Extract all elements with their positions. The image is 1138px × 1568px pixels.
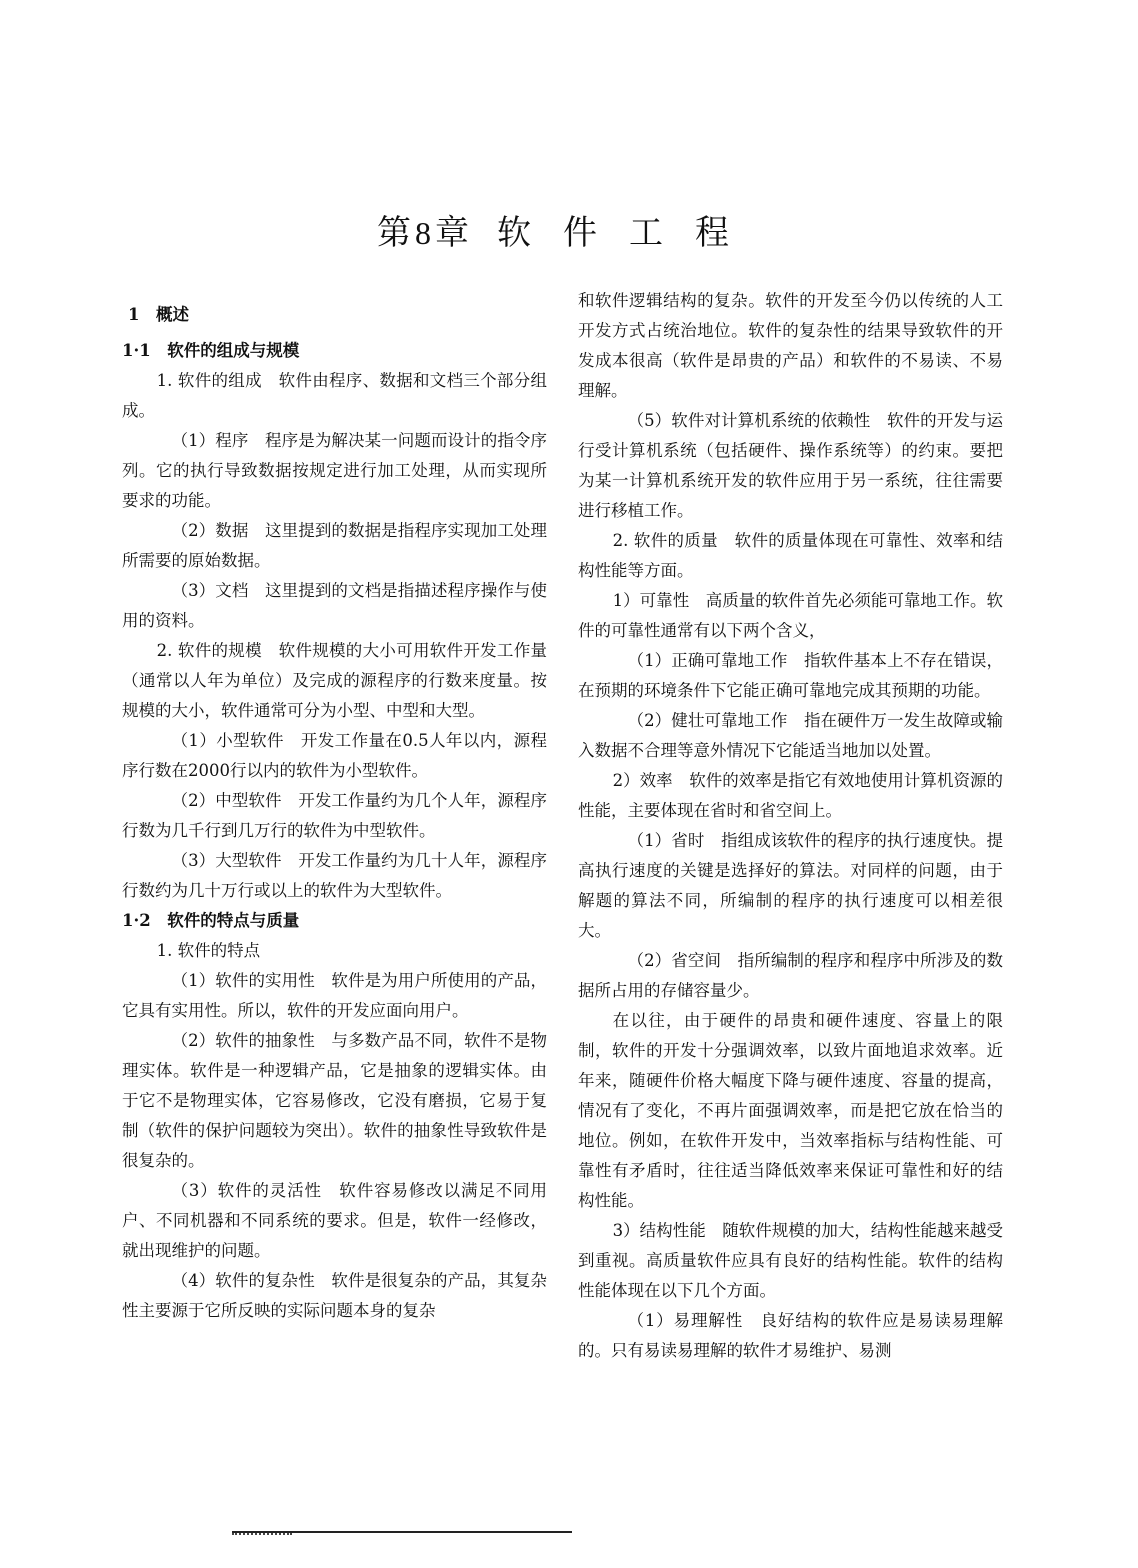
paragraph: 2. 软件的规模 软件规模的大小可用软件开发工作量（通常以人年为单位）及完成的源程序的行数来度量。按规模的大小，软件通常可分为小型、中型和大型。 [122,641,547,720]
paragraph: （1）小型软件 开发工作量在0.5人年以内，源程序行数在2000行以内的软件为小型软件。 [122,731,547,780]
paragraph: 2）效率 软件的效率是指它有效地使用计算机资源的性能，主要体现在省时和省空间上。 [578,771,1003,820]
paragraph: 1. 软件的组成 软件由程序、数据和文档三个部分组成。 [122,371,547,420]
paragraph: （2）省空间 指所编制的程序和程序中所涉及的数据所占用的存储容量少。 [578,951,1003,1000]
paragraph: 和软件逻辑结构的复杂。软件的开发至今仍以传统的人工开发方式占统治地位。软件的复杂性的结果导致软件的开发成本很高（软件是昂贵的产品）和软件的不易读、不易理解。 [578,291,1003,400]
subsection-heading: 1·2 软件的特点与质量 [122,911,300,930]
paragraph: （2）中型软件 开发工作量约为几个人年，源程序行数为几千行到几万行的软件为中型软件。 [122,791,547,840]
paragraph: （2）软件的抽象性 与多数产品不同，软件不是物理实体。软件是一种逻辑产品，它是抽象的逻辑实体。由于它不是物理实体，它容易修改，它没有磨损，它易于复制（软件的保护问题较为突出）。软件的抽象性导致软件是很复杂的。 [122,1031,547,1170]
paragraph: 2. 软件的质量 软件的质量体现在可靠性、效率和结构性能等方面。 [578,531,1003,580]
paragraph: （1）易理解性 良好结构的软件应是易读易理解的。只有易读易理解的软件才易维护、易测 [578,1311,1003,1360]
paragraph: 1）可靠性 高质量的软件首先必须能可靠地工作。软件的可靠性通常有以下两个含义， [578,591,1003,640]
left-column [122,300,547,1326]
footer-rule [232,1531,572,1533]
paragraph: （3）文档 这里提到的文档是指描述程序操作与使用的资料。 [122,581,547,630]
right-column [578,286,1003,1366]
paragraph: （3）大型软件 开发工作量约为几十人年，源程序行数约为几十万行或以上的软件为大型软件。 [122,851,547,900]
chapter-name: 软件工程 [497,213,761,253]
paragraph: （2）数据 这里提到的数据是指程序实现加工处理所需要的原始数据。 [122,521,547,570]
chapter-prefix: 第 [377,213,413,253]
paragraph: （4）软件的复杂性 软件是很复杂的产品，其复杂性主要源于它所反映的实际问题本身的复杂 [122,1271,547,1320]
paragraph: （1）软件的实用性 软件是为用户所使用的产品，它具有实用性。所以，软件的开发应面向用户。 [122,971,547,1020]
paragraph: （5）软件对计算机系统的依赖性 软件的开发与运行受计算机系统（包括硬件、操作系统等）的约束。要把为某一计算机系统开发的软件应用于另一系统，往往需要进行移植工作。 [578,411,1003,520]
chapter-number: 8 [415,215,433,251]
paragraph: 在以往，由于硬件的昂贵和硬件速度、容量上的限制，软件的开发十分强调效率，以致片面地追求效率。近年来，随硬件价格大幅度下降与硬件速度、容量的提高，情况有了变化，不再片面强调效率，而是把它放在恰当的地位。例如，在软件开发中，当效率指标与结构性能、可靠性有矛盾时，往往适当降低效率来保证可靠性和好的结构性能。 [578,1011,1003,1210]
paragraph: （1）程序 程序是为解决某一问题而设计的指令序列。它的执行导致数据按规定进行加工处理，从而实现所要求的功能。 [122,431,547,510]
paragraph: 3）结构性能 随软件规模的加大，结构性能越来越受到重视。高质量软件应具有良好的结构性能。软件的结构性能体现在以下几个方面。 [578,1221,1003,1300]
subsection-heading: 1·1 软件的组成与规模 [122,341,300,360]
chapter-suffix: 章 [435,213,471,253]
paragraph: （1）省时 指组成该软件的程序的执行速度快。提高执行速度的关键是选择好的算法。对同样的问题，由于解题的算法不同，所编制的程序的执行速度可以相差很大。 [578,831,1003,940]
chapter-title [0,205,1138,254]
paragraph: （1）正确可靠地工作 指软件基本上不存在错误，在预期的环境条件下它能正确可靠地完成其预期的功能。 [578,651,1003,700]
paragraph: （2）健壮可靠地工作 指在硬件万一发生故障或输入数据不合理等意外情况下它能适当地加以处置。 [578,711,1003,760]
sub-heading: 1. 软件的特点 [156,941,261,960]
section-heading: 1 概述 [128,305,189,324]
paragraph: （3）软件的灵活性 软件容易修改以满足不同用户、不同机器和不同系统的要求。但是，软件一经修改，就出现维护的问题。 [122,1181,547,1260]
